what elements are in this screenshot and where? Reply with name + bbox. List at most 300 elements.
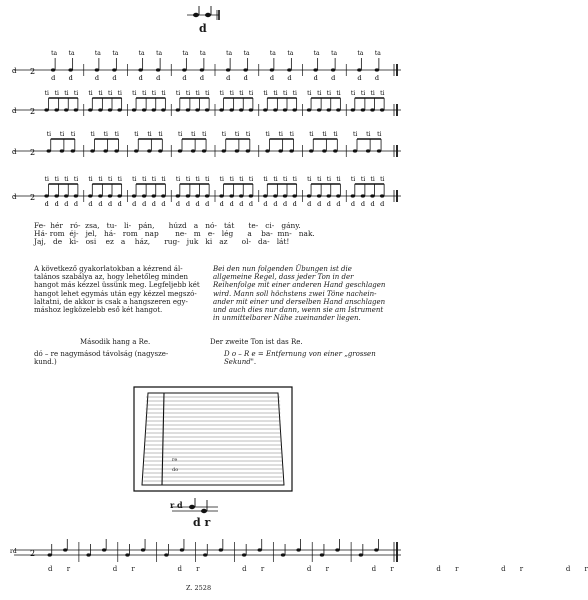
rhythm-syllable: ti: [175, 176, 181, 183]
rhythm-syllable: ti: [336, 176, 341, 183]
notehead: [178, 149, 182, 152]
de-def-line: Sekund".: [224, 358, 257, 367]
note-syllable: d: [73, 200, 79, 208]
rhythm-syllable: ti: [151, 90, 157, 97]
notehead: [47, 149, 51, 152]
notehead: [370, 194, 374, 197]
notehead: [195, 194, 199, 197]
notehead: [226, 68, 230, 71]
notehead: [307, 194, 311, 197]
note-syllable: d: [175, 200, 180, 208]
rhythm-syllable: ti: [350, 90, 356, 97]
clef-label: d: [12, 148, 17, 156]
rhythm-syllable: ti: [114, 131, 119, 138]
rhythm-syllable: ti: [70, 131, 76, 138]
rhythm-syllable: ti: [73, 90, 79, 97]
clef-label: d: [12, 193, 17, 201]
note-syllable: d: [287, 74, 292, 82]
rhythm-syllable: ta: [287, 50, 294, 57]
hu-def-line: dó – re nagymásod távolság (nagysze-: [34, 350, 169, 358]
notehead: [74, 108, 78, 111]
notehead: [138, 68, 142, 71]
notehead: [219, 108, 223, 111]
notehead: [219, 194, 223, 197]
notehead: [108, 108, 112, 111]
de-line: wird. Mann soll höchstens zwei Töne nachein-: [213, 289, 377, 298]
rhythm-syllable: ti: [322, 131, 327, 138]
notehead: [336, 108, 340, 111]
clef-label: d: [12, 67, 17, 75]
rhythm-syllable: ti: [229, 176, 234, 183]
notehead: [68, 68, 72, 71]
note-syllable: d: [112, 74, 117, 82]
notehead: [292, 194, 296, 197]
notehead: [142, 194, 146, 197]
time-signature: 2: [30, 148, 36, 157]
rhythm-syllable: ti: [239, 90, 244, 97]
rhythm-syllable: ta: [68, 50, 75, 57]
notehead: [219, 548, 223, 551]
notehead: [273, 108, 277, 111]
notehead: [370, 108, 374, 111]
notehead: [158, 149, 162, 152]
rhythm-syllable: ti: [326, 176, 332, 183]
rhythm-syllable: ti: [263, 90, 268, 97]
note-syllable: d: [263, 200, 268, 208]
notehead: [327, 194, 331, 197]
note-syllable: d: [205, 200, 210, 208]
notehead: [273, 194, 277, 197]
notehead: [180, 548, 184, 551]
notehead: [161, 194, 165, 197]
rhythm-syllable: ti: [317, 90, 322, 97]
rhythm-syllable: ta: [374, 50, 381, 57]
notehead: [112, 68, 116, 71]
rhythm-syllable: ti: [265, 131, 270, 138]
time-signature: 2: [30, 193, 36, 202]
rhythm-syllable: ti: [360, 90, 366, 97]
notehead: [164, 553, 168, 556]
note-syllable: d: [307, 200, 312, 208]
rhythm-syllable: ti: [292, 90, 297, 97]
notehead: [283, 194, 287, 197]
note-syllable: d: [68, 74, 73, 82]
notehead: [51, 68, 55, 71]
notehead: [205, 194, 209, 197]
rhythm-syllable: ti: [147, 131, 152, 138]
notehead: [357, 68, 361, 71]
de-line: allgemeine Regel, dass jeder Ton in der: [213, 273, 354, 282]
notehead: [142, 108, 146, 111]
notehead: [239, 194, 243, 197]
rhythm-syllable: ti: [132, 90, 137, 97]
notehead: [281, 553, 285, 556]
notehead: [361, 108, 365, 111]
rhythm-syllable: ti: [219, 176, 224, 183]
notehead: [313, 68, 317, 71]
note-syllable: d: [44, 200, 49, 208]
notehead: [147, 149, 151, 152]
note-syllable: d: [108, 200, 113, 208]
note-syllable: d: [326, 200, 331, 208]
page-number: Z. 2528: [186, 584, 212, 592]
notehead: [258, 548, 262, 551]
rhythm-syllable: ti: [64, 90, 69, 97]
rhythm-syllable: ti: [90, 131, 95, 138]
notehead: [98, 194, 102, 197]
hu-line: hangot lehet egymás után egy kézzel megszó-: [34, 289, 197, 298]
notehead: [200, 68, 204, 71]
notehead: [359, 553, 363, 556]
notehead: [74, 194, 78, 197]
de-line: ander mit einer und derselben Hand anschlagen: [213, 297, 386, 306]
rhythm-syllable: ti: [273, 90, 278, 97]
note-syllable: d: [98, 200, 103, 208]
notehead: [125, 553, 129, 556]
rhythm-syllable: ti: [195, 176, 200, 183]
notehead: [103, 149, 107, 152]
notehead: [156, 68, 160, 71]
de-heading: Der zweite Ton ist das Re.: [210, 338, 303, 346]
de-line: in unmittelbarer Nähe zueinander liegen.: [213, 314, 361, 323]
instrument-bridge: [162, 393, 164, 485]
hu-def-line: kund.): [34, 358, 57, 367]
note-syllable: d: [350, 200, 355, 208]
note-syllable: d: [331, 74, 336, 82]
rhythm-syllable: ti: [151, 176, 157, 183]
rhythm-syllable: ti: [108, 176, 113, 183]
lyrics-line-3: Jaj, de ki- osi ez a ház, rug- juk ki az ol- da- lát!: [34, 237, 290, 247]
note-syllable: d: [195, 200, 200, 208]
notehead: [289, 149, 293, 152]
notehead: [380, 108, 384, 111]
rhythm-syllable: ti: [370, 90, 375, 97]
note-syllable: d: [138, 74, 143, 82]
note-syllable: d: [142, 200, 147, 208]
notehead: [333, 149, 337, 152]
clef-label: d: [12, 107, 17, 115]
rhythm-syllable: ti: [103, 131, 108, 138]
notehead: [331, 68, 335, 71]
notehead: [229, 194, 233, 197]
rhythm-syllable: ti: [380, 176, 385, 183]
rhythm-syllable: ti: [158, 131, 163, 138]
bottom-row-syllables: d r d r d r d r d r d r d r d r d r: [48, 565, 588, 573]
notehead: [351, 108, 355, 111]
notehead: [366, 149, 370, 152]
rhythm-syllable: ta: [313, 50, 320, 57]
lyrics-line-2: Há- rom éj- jel, há- rom nap ne- m e- lég a ba- mn- nak.: [34, 229, 315, 239]
rhythm-syllable: ti: [370, 176, 375, 183]
notehead: [202, 149, 206, 152]
time-signature: 2: [30, 549, 36, 558]
rhythm-syllable: ti: [132, 176, 137, 183]
notehead: [90, 149, 94, 152]
rhythm-syllable: ti: [309, 131, 314, 138]
notehead: [108, 194, 112, 197]
rhythm-syllable: ti: [88, 90, 93, 97]
rhythm-syllable: ti: [185, 90, 191, 97]
notehead: [249, 108, 253, 111]
note-syllable: d: [283, 200, 288, 208]
rhythm-syllable: ti: [221, 131, 227, 138]
notehead: [222, 149, 226, 152]
rhythm-syllable: ti: [326, 90, 332, 97]
note-syllable: d: [239, 200, 244, 208]
notehead: [44, 108, 48, 111]
rhythm-syllable: ti: [283, 90, 288, 97]
hu-definition: [34, 350, 209, 366]
second-symbol-notes: r d: [170, 500, 183, 510]
notehead: [60, 149, 64, 152]
rhythm-syllable: ti: [273, 176, 278, 183]
hu-heading: Második hang a Re.: [80, 338, 151, 346]
notehead: [322, 149, 326, 152]
notehead: [98, 108, 102, 111]
rhythm-syllable: ta: [199, 50, 206, 57]
rhythm-syllable: ta: [269, 50, 276, 57]
lyrics-line-1: Fe- hér ró- zsa, tu- li- pán, húzd a nó- tát te- ci- gány.: [34, 221, 301, 230]
notehead: [132, 194, 136, 197]
notehead: [317, 194, 321, 197]
rhythm-syllable: ta: [226, 50, 233, 57]
rhythm-syllable: ti: [185, 176, 191, 183]
note-syllable: d: [229, 200, 234, 208]
notehead: [309, 149, 313, 152]
string-label-do: do: [172, 467, 179, 473]
notehead: [239, 108, 243, 111]
notehead: [64, 194, 68, 197]
notehead: [229, 108, 233, 111]
notehead: [176, 194, 180, 197]
rhythm-syllable: ti: [219, 90, 224, 97]
notehead: [117, 194, 121, 197]
note-syllable: d: [360, 200, 366, 208]
rhythm-syllable: ti: [54, 176, 59, 183]
note-syllable: d: [88, 200, 93, 208]
note-syllable: d: [51, 74, 56, 82]
de-definition: [224, 350, 399, 366]
rhythm-syllable: ta: [331, 50, 338, 57]
rhythm-syllable: ti: [283, 176, 288, 183]
note-syllable: d: [317, 200, 322, 208]
note-syllable: d: [273, 200, 278, 208]
notehead: [320, 553, 324, 556]
note-syllable: d: [161, 200, 166, 208]
rhythm-syllable: ti: [98, 176, 103, 183]
second-symbol-label: d r: [193, 516, 211, 529]
rhythm-syllable: ti: [191, 131, 196, 138]
rhythm-syllable: ti: [234, 131, 240, 138]
notehead: [63, 548, 67, 551]
note-syllable: d: [219, 200, 224, 208]
notehead: [88, 194, 92, 197]
notehead: [117, 108, 121, 111]
rhythm-syllable: ti: [350, 176, 356, 183]
notehead: [375, 68, 379, 71]
note-syllable: d: [370, 200, 375, 208]
hu-line: A következő gyakorlatokban a kézrend ál-: [34, 265, 183, 273]
rhythm-syllable: ti: [195, 90, 200, 97]
notehead: [283, 108, 287, 111]
rhythm-syllable: ta: [138, 50, 145, 57]
de-line: Reihenfolge mit einer anderen Hand geschlagen: [213, 281, 386, 290]
notehead: [361, 194, 365, 197]
hu-line: talános szabálya az, hogy lehetőleg minden: [34, 273, 188, 282]
notehead: [249, 194, 253, 197]
notehead: [132, 108, 136, 111]
rhythm-syllable: ti: [142, 90, 147, 97]
note-syllable: d: [54, 200, 59, 208]
rhythm-syllable: ti: [229, 90, 234, 97]
hu-line: máshoz legközelebb eső két hangot.: [34, 306, 163, 315]
rhythm-syllable: ti: [248, 90, 254, 97]
note-syllable: d: [336, 200, 341, 208]
rhythm-syllable: ti: [307, 176, 312, 183]
note-syllable: d: [117, 200, 122, 208]
note-syllable: d: [182, 74, 187, 82]
rhythm-syllable: ta: [243, 50, 250, 57]
notehead: [86, 553, 90, 556]
rhythm-syllable: ti: [333, 131, 338, 138]
notehead: [246, 149, 250, 152]
hu-line: hangot más kézzel üssünk meg. Legfeljebb két: [34, 281, 200, 290]
notehead: [191, 149, 195, 152]
de-line: und auch dies nur dann, wenn sie am Istrument: [213, 306, 384, 315]
notehead: [351, 194, 355, 197]
time-signature: 2: [30, 67, 36, 76]
rhythm-syllable: ti: [73, 176, 79, 183]
notehead: [278, 149, 282, 152]
rhythm-syllable: ti: [278, 131, 283, 138]
notehead: [161, 108, 165, 111]
note-syllable: d: [64, 200, 69, 208]
rhythm-syllable: ti: [161, 176, 166, 183]
rhythm-syllable: ti: [245, 131, 251, 138]
note-syllable: d: [313, 74, 318, 82]
rhythm-syllable: ti: [366, 131, 371, 138]
rhythm-syllable: ti: [134, 131, 139, 138]
notehead: [152, 108, 156, 111]
rhythm-syllable: ti: [360, 176, 366, 183]
notehead: [317, 108, 321, 111]
rhythm-syllable: ti: [289, 131, 294, 138]
rhythm-syllable: ta: [156, 50, 163, 57]
notehead: [242, 553, 246, 556]
note-syllable: d: [292, 200, 297, 208]
rhythm-syllable: ti: [248, 176, 254, 183]
notehead: [292, 108, 296, 111]
notehead: [327, 108, 331, 111]
notehead: [102, 548, 106, 551]
rhythm-syllable: ti: [46, 131, 52, 138]
rhythm-syllable: ti: [98, 90, 103, 97]
rhythm-syllable: ti: [88, 176, 93, 183]
rhythm-syllable: ti: [117, 90, 122, 97]
rhythm-syllable: ti: [353, 131, 358, 138]
note-syllable: d: [132, 200, 137, 208]
notehead: [296, 548, 300, 551]
rhythm-syllable: ta: [94, 50, 101, 57]
rhythm-syllable: ti: [239, 176, 244, 183]
note-syllable: d: [226, 74, 231, 82]
notehead: [182, 68, 186, 71]
note-syllable: d: [156, 74, 161, 82]
rhythm-syllable: ti: [178, 131, 183, 138]
rhythm-syllable: ti: [142, 176, 147, 183]
hu-line: laltatni, de akkor is csak a hangszeren egy-: [34, 297, 188, 306]
rhythm-syllable: ti: [44, 176, 49, 183]
notehead: [88, 108, 92, 111]
rhythm-syllable: ti: [205, 176, 210, 183]
rhythm-syllable: ta: [51, 50, 58, 57]
note-syllable: d: [94, 74, 100, 82]
rhythm-syllable: ti: [175, 90, 181, 97]
note-syllable: d: [374, 74, 380, 82]
rhythm-syllable: ti: [64, 176, 69, 183]
notehead: [64, 108, 68, 111]
notehead: [377, 149, 381, 152]
rhythm-syllable: ta: [112, 50, 119, 57]
rhythm-syllable: ti: [380, 90, 385, 97]
notehead: [152, 194, 156, 197]
rhythm-syllable: ti: [336, 90, 341, 97]
rhythm-syllable: ta: [357, 50, 364, 57]
notehead: [265, 149, 269, 152]
hungarian-instructions: [34, 265, 204, 314]
note-syllable: d: [248, 200, 254, 208]
notehead: [186, 194, 190, 197]
rhythm-syllable: ta: [182, 50, 189, 57]
notehead: [141, 548, 145, 551]
rhythm-syllable: ti: [205, 90, 210, 97]
notehead: [270, 68, 274, 71]
notehead: [44, 194, 48, 197]
de-line: Bei den nun folgenden Übungen ist die: [213, 265, 352, 273]
notehead: [287, 68, 291, 71]
notehead: [335, 548, 339, 551]
rhythm-syllable: ti: [161, 90, 166, 97]
rhythm-syllable: ti: [202, 131, 207, 138]
rhythm-syllable: ti: [263, 176, 268, 183]
rhythm-syllable: ti: [307, 90, 312, 97]
note-syllable: d: [269, 74, 275, 82]
notehead: [307, 108, 311, 111]
rhythm-syllable: ti: [117, 176, 122, 183]
notehead: [243, 68, 247, 71]
note-syllable: d: [243, 74, 248, 82]
note-syllable: d: [185, 200, 191, 208]
note-syllable: d: [380, 200, 385, 208]
notehead: [205, 108, 209, 111]
note-syllable: d: [199, 74, 205, 82]
notehead: [336, 194, 340, 197]
top-symbol-label: d: [199, 22, 207, 35]
notehead: [263, 194, 267, 197]
notehead: [235, 149, 239, 152]
rhythm-syllable: ti: [44, 90, 49, 97]
notehead: [54, 194, 58, 197]
note-syllable: d: [151, 200, 156, 208]
notehead: [380, 194, 384, 197]
clef-label: rd: [10, 548, 17, 555]
rhythm-syllable: ti: [377, 131, 382, 138]
notehead: [71, 149, 75, 152]
notehead: [203, 553, 207, 556]
rhythm-syllable: ti: [108, 90, 113, 97]
rhythm-syllable: ti: [54, 90, 59, 97]
notehead: [48, 553, 52, 556]
